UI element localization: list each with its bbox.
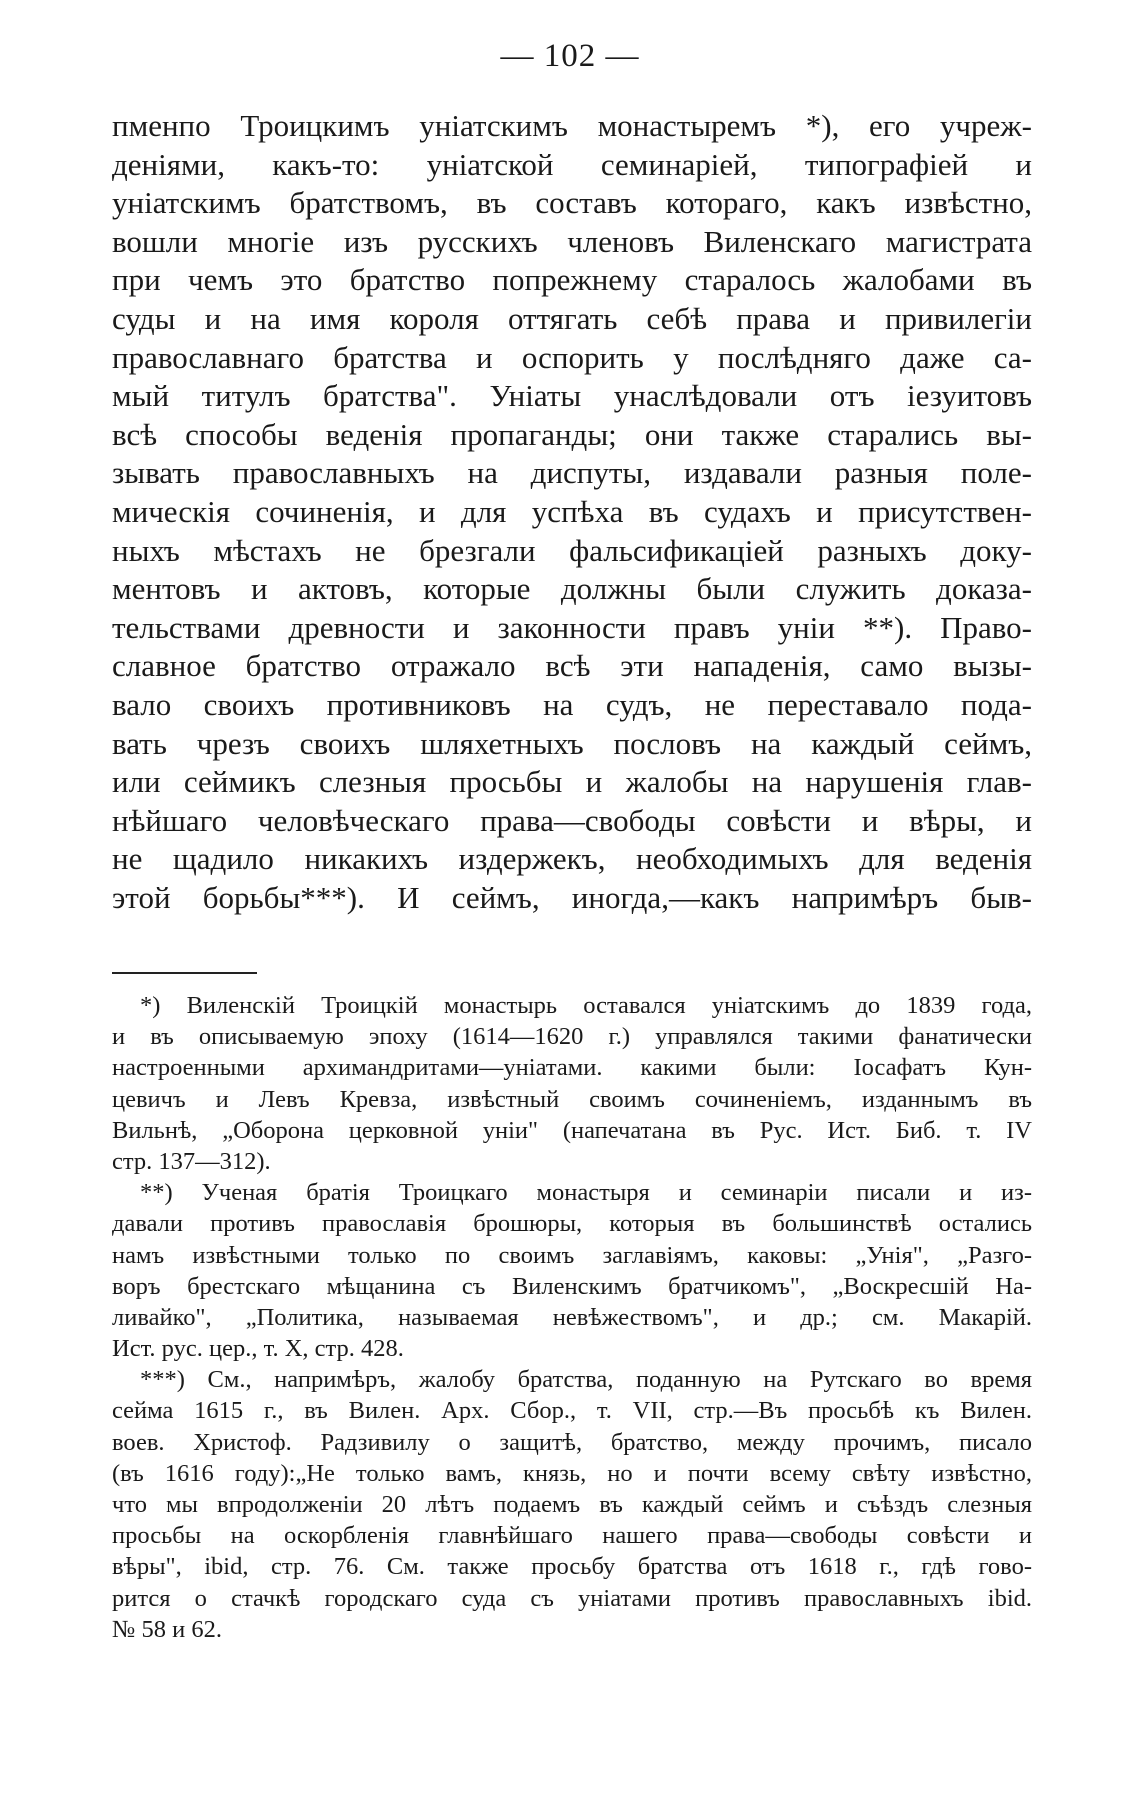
footnote-line: давали противъ православія брошюры, которыя въ большинствѣ остались — [112, 1210, 1032, 1238]
footnote-line: Вильнѣ, „Оборона церковной уніи" (напечатана въ Рус. Ист. Биб. т. IV — [112, 1116, 1032, 1144]
footnote-line: сейма 1615 г., въ Вилен. Арх. Сбор., т. VII, стр.—Въ просьбѣ къ Вилен. — [112, 1397, 1032, 1425]
footnote-line: стр. 137—312). — [112, 1147, 271, 1175]
footnote-line: намъ извѣстными только по своимъ заглавіямъ, каковы: „Унія", „Разго- — [112, 1241, 1032, 1269]
footnote-line: рится о стачкѣ городскаго суда съ уніатами противъ православныхъ ibid. — [112, 1584, 1032, 1612]
body-line: нѣйшаго человѣческаго права—свободы совѣсти и вѣры, и — [112, 802, 1032, 838]
body-line: православнаго братства и оспорить у послѣдняго даже са- — [112, 339, 1032, 375]
footnotes — [112, 990, 1032, 1645]
body-line: всѣ способы веденія пропаганды; они также старались вы- — [112, 416, 1032, 452]
body-line: ныхъ мѣстахъ не брезгали фальсификаціей разныхъ доку- — [112, 532, 1032, 568]
body-line: зывать православныхъ на диспуты, издавали разныя поле- — [112, 455, 1032, 491]
body-line: вало своихъ противниковъ на судъ, не переставало пода- — [112, 686, 1032, 722]
body-line: этой борьбы***). И сеймъ, иногда,—какъ напримѣръ быв- — [112, 879, 1032, 915]
footnote-line: настроенными архимандритами—уніатами. какими были: Іосафатъ Кун- — [112, 1054, 1032, 1082]
body-line: уніатскимъ братствомъ, въ составъ котораго, какъ извѣстно, — [112, 185, 1032, 221]
footnote-separator — [112, 972, 257, 974]
body-line: славное братство отражало всѣ эти нападенія, само вызы- — [112, 648, 1032, 684]
footnote-line: и въ описываемую эпоху (1614—1620 г.) управлялся такими фанатически — [112, 1023, 1032, 1051]
footnote-line: Ист. рус. цер., т. X, стр. 428. — [112, 1335, 404, 1363]
footnote-line: воръ брестскаго мѣщанина съ Виленскимъ братчикомъ", „Воскресшій На- — [112, 1272, 1032, 1300]
body-line: вать чрезъ своихъ шляхетныхъ пословъ на каждый сеймъ, — [112, 725, 1032, 761]
body-line: деніями, какъ-то: уніатской семинаріей, типографіей и — [112, 146, 1032, 182]
body-line: при чемъ это братство попрежнему старалось жалобами въ — [112, 262, 1032, 298]
footnote-line: просьбы на оскорбленія главнѣйшаго нашего права—свободы совѣсти и — [112, 1522, 1032, 1550]
footnote-line: вѣры", ibid, стр. 76. См. также просьбу братства отъ 1618 г., гдѣ гово- — [112, 1553, 1032, 1581]
body-line: мическія сочиненія, и для успѣха въ судахъ и присутствен- — [112, 493, 1032, 529]
footnote-line: № 58 и 62. — [112, 1615, 222, 1643]
footnote-line: *) Виленскій Троицкій монастырь оставался уніатскимъ до 1839 года, — [140, 992, 1032, 1019]
body-line: мый титулъ братства". Уніаты унаслѣдовали отъ іезуитовъ — [112, 378, 1032, 414]
body-line: или сеймикъ слезныя просьбы и жалобы на нарушенія глав- — [112, 764, 1032, 800]
footnote-line: **) Ученая братія Троицкаго монастыря и семинаріи писали и из- — [140, 1179, 1032, 1207]
body-line: суды и на имя короля оттягать себѣ права и привилегіи — [112, 300, 1032, 336]
main-body-text — [112, 107, 1032, 917]
footnote-line: (въ 1616 году):„Не только вамъ, князь, но и почти всему свѣту извѣстно, — [112, 1459, 1032, 1487]
body-line: тельствами древности и законности правъ уніи **). Право- — [112, 609, 1032, 645]
body-line: вошли многіе изъ русскихъ членовъ Виленскаго магистрата — [112, 223, 1032, 259]
body-line: не щадило никакихъ издержекъ, необходимыхъ для веденія — [112, 841, 1032, 877]
footnote-line: ливайко", „Политика, называемая невѣжествомъ", и др.; см. Макарій. — [112, 1303, 1032, 1331]
page-number: — 102 — — [500, 38, 640, 74]
footnote-line: воев. Христоф. Радзивилу о защитѣ, братство, между прочимъ, писало — [112, 1428, 1032, 1456]
footnote-line: цевичъ и Левъ Кревза, извѣстный своимъ сочиненіемъ, изданнымъ въ — [112, 1085, 1032, 1113]
body-line: ментовъ и актовъ, которые должны были служить доказа- — [112, 571, 1032, 607]
footnote-line: ***) См., напримѣръ, жалобу братства, поданную на Рутскаго во время — [140, 1366, 1032, 1394]
body-line: пменпо Троицкимъ уніатскимъ монастыремъ *), его учреж- — [112, 108, 1032, 143]
footnote-line: что мы впродолженіи 20 лѣтъ подаемъ въ каждый сеймъ и съѣздъ слезныя — [112, 1491, 1032, 1518]
